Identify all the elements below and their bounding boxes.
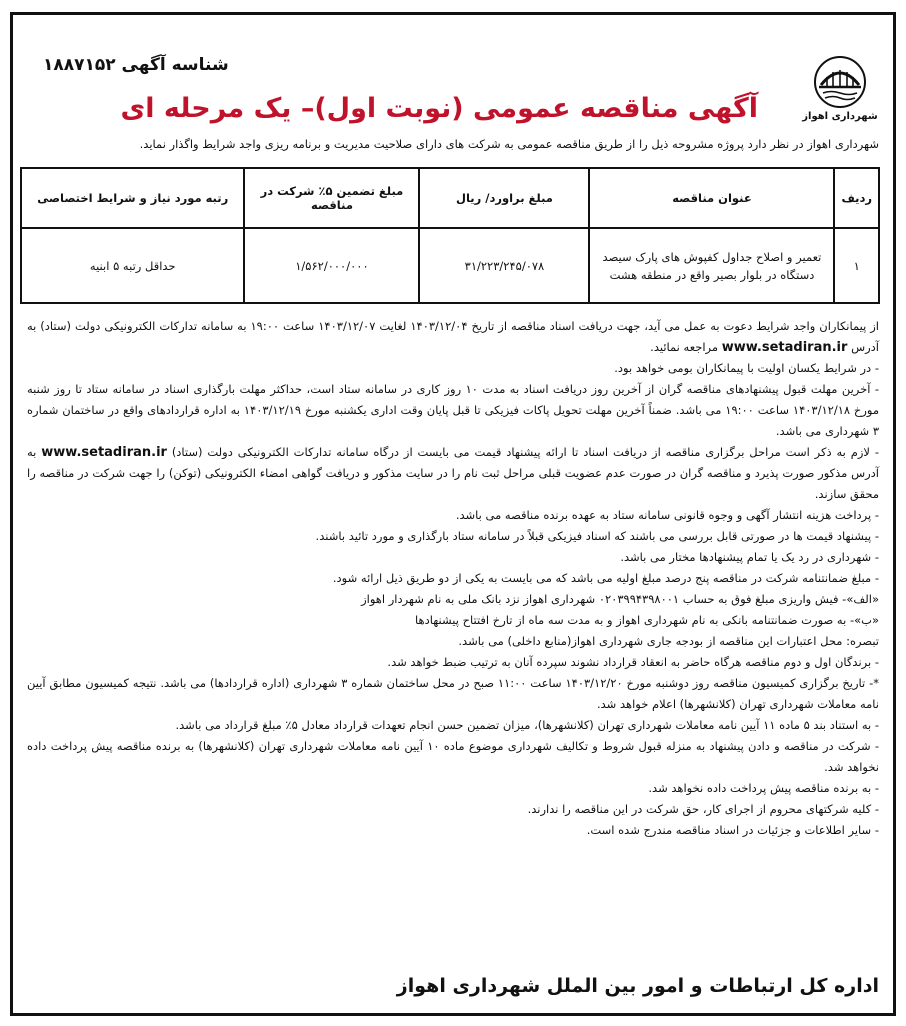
paragraph-acceptance: - شرکت در مناقصه و دادن پیشنهاد به منزله قبول شروط و تکالیف شهرداری موضوع ماده ۱۰ آیین نامه معاملات شهرداری تهران (کلانشهرها) به برنده مناقصه پیش پرداخت داده نخواهد شد. [27, 739, 880, 774]
paragraph-rejection-right: - شهرداری در رد یک یا تمام پیشنهادها مختار می باشد. [620, 550, 879, 564]
setad-link-2[interactable]: www.setadiran.ir [41, 445, 167, 460]
paragraph-commission: *- تاریخ برگزاری کمیسیون مناقصه روز دوشنبه مورخ ۱۴۰۳/۱۲/۲۰ ساعت ۱۱:۰۰ صبح در محل ساختمان شماره ۳ شهرداری (اداره قراردادها) می باشد. نتیجه کمیسیون مطابق آیین نامه معاملات شهرداری تهران (کلانشهرها) اعلام خواهد شد. [27, 676, 880, 711]
page-title: آگهی مناقصه عمومی (نوبت اول)– یک مرحله ای [120, 93, 758, 124]
header-cell-requirements: رتبه مورد نیاز و شرایط اختصاصی [21, 168, 244, 228]
cell-requirements: حداقل رتبه ۵ ابنیه [21, 228, 244, 303]
header-cell-tender-title: عنوان مناقصه [589, 168, 834, 228]
header-cell-row-number: ردیف [834, 168, 879, 228]
paragraph-deadline: - آخرین مهلت قبول پیشنهادهای مناقصه گران از آخرین روز دریافت اسناد به مدت ۱۰ روز کاری در سامانه ستاد است، حداکثر مهلت بارگذاری اسناد در سامانه ستاد تا روز شنبه مورخ ۱۴۰۳/۱۲/۱۸ ساعت ۱۹:۰۰ می باشد. ضمناً آخرین مهلت تحویل پاکات فیزیکی تا قبل پایان وقت اداری یکشنبه مورخ ۱۴۰۳/۱۲/۱۹ به اداره قراردادهای واقع در ساختمان شماره ۳ شهرداری می باشد. [27, 382, 880, 438]
paragraph-invitation [27, 316, 879, 358]
paragraph-option-b: «ب»- به صورت ضمانتنامه بانکی به نام شهرداری اهواز و به مدت سه ماه از تارخ افتتاح پیشنهادها [415, 613, 879, 627]
paragraph-price-review: - پیشنهاد قیمت ها در صورتی قابل بررسی می باشند که اسناد فیزیکی قبلاً در سامانه ستاد بارگذاری و مورد تائید باشند. [315, 529, 879, 543]
cell-tender-title: تعمیر و اصلاح جداول کفپوش های پارک سیصد دستگاه در بلوار بصیر واقع در منطقه هشت [589, 228, 834, 303]
paragraph-option-a: «الف»- فیش واریزی مبلغ فوق به حساب ۰۲۰۳۹۹۴۳۹۸۰۰۱ شهرداری اهواز نزد بانک ملی به نام شهردار اهواز [361, 592, 879, 606]
notice-frame [10, 12, 896, 1016]
paragraph-banned-companies: - کلیه شرکتهای محروم از اجرای کار، حق شرکت در این مناقصه را ندارند. [527, 802, 879, 816]
notice-header [13, 15, 893, 133]
paragraph-no-prepayment: - به برنده مناقصه پیش پرداخت داده نخواهد شد. [648, 781, 879, 795]
setad-link[interactable]: www.setadiran.ir [721, 340, 848, 355]
municipality-logo [802, 55, 878, 129]
cell-guarantee: ۱/۵۶۲/۰۰۰/۰۰۰ [244, 228, 419, 303]
setad-process-text: - لازم به ذکر است مراحل برگزاری مناقصه از دریافت اسناد تا ارائه پیشنهاد قیمت می بایست از درگاه سامانه تدارکات الکترونیکی دولت (ستاد) [171, 445, 879, 459]
notice-body [13, 304, 893, 841]
intro-paragraph: شهرداری اهواز در نظر دارد پروژه مشروحه ذیل را از طریق مناقصه عمومی به شرکت های دارای صلاحیت مدیریت و برنامه ریزی واجد شرایط واگذار نماید. [139, 137, 879, 151]
header-cell-guarantee: مبلغ تضمین ۵٪ شرکت در مناقصه [244, 168, 419, 228]
table-header-row [21, 168, 879, 228]
paragraph-guarantee: - مبلغ ضمانتنامه شرکت در مناقصه پنج درصد مبلغ اولیه می باشد که می بایست به یکی از دو طریق ذیل ارائه شود. [332, 571, 879, 585]
logo-label: شهرداری اهواز [802, 111, 878, 122]
paragraph-note: تبصره: محل اعتبارات این مناقصه از بودجه جاری شهرداری اهواز(منابع داخلی) می باشد. [458, 634, 879, 648]
paragraph-setad-process [27, 442, 879, 505]
paragraph-forfeit: - برندگان اول و دوم مناقصه هرگاه حاضر به انعقاد قرارداد نشوند سپرده آنان به ترتیب ضبط خواهد شد. [387, 655, 879, 669]
table-row [21, 228, 879, 303]
invitation-text-end: مراجعه نمائید. [650, 340, 719, 354]
bridge-emblem-icon [813, 55, 867, 109]
cell-estimate: ۳۱/۲۲۳/۲۴۵/۰۷۸ [419, 228, 589, 303]
tender-table [20, 167, 880, 304]
issuer-signature: اداره کل ارتباطات و امور بین الملل شهرداری اهواز [396, 975, 879, 997]
paragraph-fees: - پرداخت هزینه انتشار آگهی و وجوه قانونی سامانه ستاد به عهده برنده مناقصه می باشد. [455, 508, 879, 522]
invitation-text: از پیمانکاران واجد شرایط دعوت به عمل می آید، جهت دریافت اسناد مناقصه از تاریخ ۱۴۰۳/۱۲/۰۴ لغایت ۱۴۰۳/۱۲/۰۷ ساعت ۱۹:۰۰ به سامانه تدارکات الکترونیکی دولت (ستاد) به آدرس [27, 319, 880, 354]
setad-process-text-end: به آدرس مذکور صورت پذیرد و مناقصه گران در صورت عدم عضویت قبلی مراحل ثبت نام را در سایت مذکور و دریافت گواهی امضاء الکترونیکی (توکن) را جهت شرکت در مناقصه را محقق سازند. [27, 445, 879, 501]
notice-id: شناسه آگهی ۱۸۸۷۱۵۲ [43, 55, 229, 75]
paragraph-local-priority: - در شرایط یکسان اولیت با پیمانکاران بومی خواهد بود. [614, 361, 879, 375]
paragraph-other-info: - سایر اطلاعات و جزئیات در اسناد مناقصه مندرج شده است. [586, 823, 879, 837]
header-cell-estimate: مبلغ براورد/ ریال [419, 168, 589, 228]
paragraph-performance-bond: - به استناد بند ۵ ماده ۱۱ آیین نامه معاملات شهرداری تهران (کلانشهرها)، میزان تضمین حسن انجام تعهدات قرارداد معادل ۵٪ مبلغ قرارداد می باشد. [175, 718, 879, 732]
cell-row-number: ۱ [834, 228, 879, 303]
